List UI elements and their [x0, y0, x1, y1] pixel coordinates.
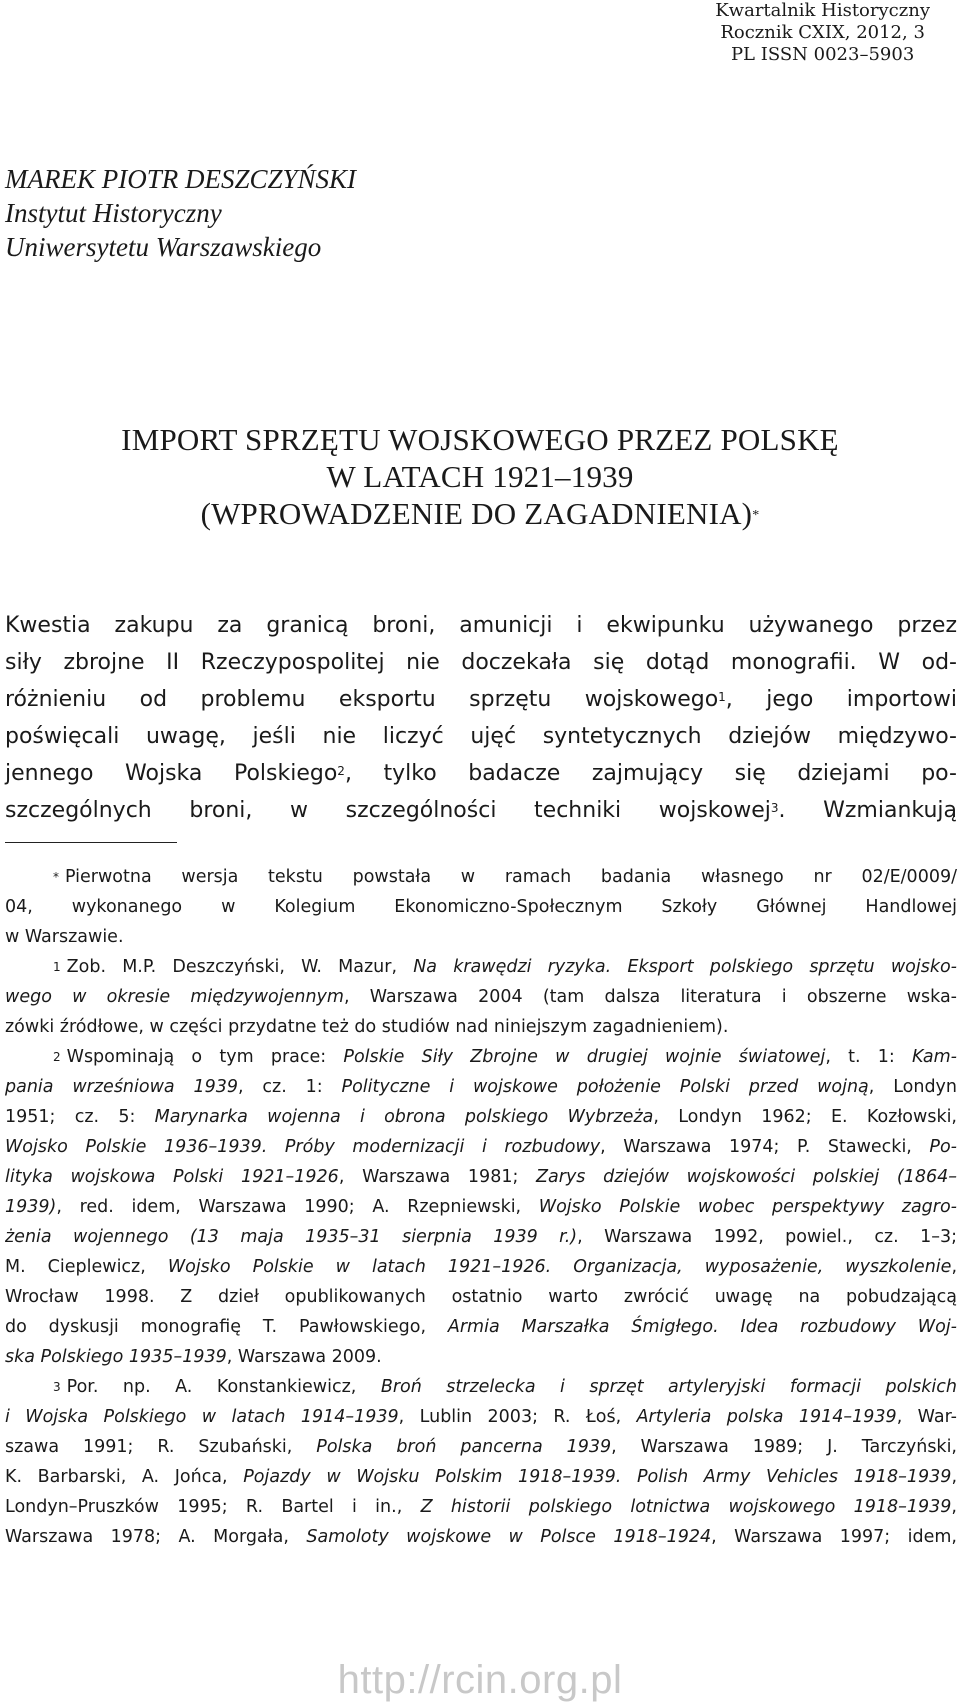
- footnote-line: [5, 1522, 957, 1552]
- footnote-text: , Londyn 1962; E. Kozłowski,: [653, 1107, 957, 1127]
- footnote-3-mark: 3: [53, 1380, 61, 1394]
- body-line: [5, 792, 957, 829]
- author-name: MAREK PIOTR DESZCZYŃSKI: [5, 164, 357, 194]
- footnote-text: Por. np. A. Konstankiewicz,: [66, 1377, 381, 1397]
- footnote-italic: Broń strzelecka i sprzęt artyleryjski formacji polskich: [380, 1377, 957, 1397]
- footnote-italic: Wojsko Polskie wobec perspektywy zagro-: [538, 1197, 957, 1217]
- footnote-text: , Warszawa 2004 (tam dalsza literatura i obszerne wska-: [343, 987, 957, 1007]
- footnote-italic: Armia Marszałka Śmigłego. Idea rozbudowy Woj-: [447, 1317, 957, 1337]
- footnote-text: , Warszawa 1981;: [338, 1167, 537, 1187]
- footnote-line: [5, 1102, 957, 1132]
- title-line-2: W LATACH 1921–1939: [326, 459, 634, 494]
- footnote-text: , War-: [896, 1407, 957, 1427]
- footnote-line: [5, 1342, 957, 1372]
- footnote-line: 04, wykonanego w Kolegium Ekonomiczno-Społecznym Szkoły Głównej Handlowej: [5, 897, 957, 917]
- body-text: [5, 607, 957, 829]
- footnote-line: [5, 1072, 957, 1102]
- author-affiliation-line2: Uniwersytetu Warszawskiego: [5, 232, 322, 262]
- footnote-italic: Wojsko Polskie w latach 1921–1926. Organizacja, wyposażenie, wyszkolenie: [167, 1257, 952, 1277]
- footnote-italic: Wojsko Polskie 1936–1939. Próby modernizacji i rozbudowy: [5, 1137, 601, 1157]
- footnote-italic: Marynarka wojenna i obrona polskiego Wybrzeża: [154, 1107, 654, 1127]
- footnote-text: , red. idem, Warszawa 1990; A. Rzepniewski,: [56, 1197, 539, 1217]
- footnote-italic: Z historii polskiego lotnictwa wojskowego 1918–1939: [420, 1497, 952, 1517]
- title-line-1: IMPORT SPRZĘTU WOJSKOWEGO PRZEZ POLSKĘ: [121, 422, 839, 457]
- article-title: [0, 421, 960, 532]
- footnote-text: , Warszawa 1992, powiel., cz. 1–3;: [577, 1227, 958, 1247]
- footnote-text: do dyskusji monografię T. Pawłowskiego,: [5, 1317, 448, 1337]
- body-line: [5, 755, 957, 792]
- footnote-text: , Warszawa 2009.: [226, 1347, 382, 1367]
- author-affiliation-line1: Instytut Historyczny: [5, 198, 222, 228]
- author-block: [5, 162, 356, 264]
- footnote-italic: lityka wojskowa Polski 1921–1926: [5, 1167, 339, 1187]
- footnote-text: M. Cieplewicz,: [5, 1257, 168, 1277]
- body-line: poświęcali uwagę, jeśli nie liczyć ujęć syntetycznych dziejów międzywo-: [5, 724, 957, 749]
- footnote-italic: Po-: [929, 1137, 957, 1157]
- footnote-line: w Warszawie.: [5, 927, 124, 947]
- journal-issn: PL ISSN 0023–5903: [730, 44, 915, 65]
- footnote-1-line: [5, 952, 957, 982]
- footnote-italic: żenia wojennego (13 maja 1935–31 sierpnia 1939 r.): [5, 1227, 578, 1247]
- footnotes: [5, 862, 957, 1552]
- footnote-line: [5, 1252, 957, 1282]
- footnote-text: ,: [951, 1467, 958, 1487]
- footnote-star-mark: *: [53, 870, 59, 884]
- body-text-run: jennego Wojska Polskiego: [5, 761, 338, 786]
- footnote-text: szawa 1991; R. Szubański,: [5, 1437, 317, 1457]
- footnote-ref-1: 1: [718, 690, 726, 704]
- footnote-italic: Polska broń pancerna 1939: [316, 1437, 612, 1457]
- body-line: Kwestia zakupu za granicą broni, amunicji i ekwipunku używanego przez: [5, 613, 957, 638]
- footnote-2-line: [5, 1042, 957, 1072]
- footnote-text: 1951; cz. 5:: [5, 1107, 155, 1127]
- footnote-italic: ska Polskiego 1935–1939: [5, 1347, 227, 1367]
- footnote-1-mark: 1: [53, 960, 61, 974]
- footnote-text: , Warszawa 1974; P. Stawecki,: [600, 1137, 930, 1157]
- journal-header: [715, 0, 930, 66]
- footnote-italic: 1939): [5, 1197, 57, 1217]
- body-text-run: . Wzmiankują: [778, 798, 958, 823]
- footnote-italic: Pojazdy w Wojsku Polskim 1918–1939. Polish Army Vehicles 1918–1939: [243, 1467, 952, 1487]
- footnote-line: [5, 1492, 957, 1522]
- body-text-run: różnieniu od problemu eksportu sprzętu wojskowego: [5, 687, 719, 712]
- footnote-text: , Warszawa 1989; J. Tarczyński,: [611, 1437, 957, 1457]
- body-text-run: , tylko badacze zajmujący się dziejami po-: [344, 761, 957, 786]
- footnote-line: Wrocław 1998. Z dzieł opublikowanych ostatnio warto zwrócić uwagę na pobudzającą: [5, 1287, 957, 1307]
- footnote-italic: Kam-: [912, 1047, 957, 1067]
- footnote-text: , Warszawa 1997; idem,: [711, 1527, 957, 1547]
- footnote-text: Warszawa 1978; A. Morgała,: [5, 1527, 307, 1547]
- footnote-separator: [5, 842, 177, 843]
- footnote-line: [5, 1312, 957, 1342]
- body-text-run: szczególnych broni, w szczególności techniki wojskowej: [5, 798, 771, 823]
- footnote-text: ,: [951, 1497, 957, 1517]
- footnote-italic: pania wrześniowa 1939: [5, 1077, 239, 1097]
- footnote-text: Zob. M.P. Deszczyński, W. Mazur,: [66, 957, 414, 977]
- footnote-italic: i Wojska Polskiego w latach 1914–1939: [5, 1407, 399, 1427]
- footnote-line: [5, 1432, 957, 1462]
- footnote-ref-3: 3: [770, 801, 779, 815]
- footnote-italic: wego w okresie międzywojennym: [5, 987, 344, 1007]
- journal-volume: Rocznik CXIX, 2012, 3: [720, 22, 925, 43]
- footnote-text: , t. 1:: [825, 1047, 913, 1067]
- title-footnote-mark: *: [752, 508, 760, 523]
- footnote-text: Pierwotna wersja tekstu powstała w ramach badania własnego nr 02/E/0009/: [65, 867, 957, 887]
- footnote-line: zówki źródłowe, w części przydatne też do studiów nad niniejszym zagadnieniem).: [5, 1017, 729, 1037]
- body-line: [5, 681, 957, 718]
- footnote-italic: Polityczne i wojskowe położenie Polski przed wojną: [341, 1077, 869, 1097]
- footnote-line: [5, 1402, 957, 1432]
- footnote-2-mark: 2: [53, 1050, 61, 1064]
- footnote-italic: Na krawędzi ryzyka. Eksport polskiego sprzętu wojsko-: [413, 957, 957, 977]
- footnote-text: Londyn–Pruszków 1995; R. Bartel i in.,: [5, 1497, 421, 1517]
- footnote-line: [5, 1162, 957, 1192]
- journal-name: Kwartalnik Historyczny: [715, 0, 930, 21]
- footnote-line: [5, 1462, 957, 1492]
- footnote-ref-2: 2: [337, 764, 345, 778]
- footnote-text: , Lublin 2003; R. Łoś,: [398, 1407, 637, 1427]
- footnote-text: , Londyn: [868, 1077, 958, 1097]
- footnote-line: [5, 1132, 957, 1162]
- body-text-run: , jego importowi: [725, 687, 957, 712]
- title-line-3: [0, 495, 960, 532]
- body-line: siły zbrojne II Rzeczypospolitej nie doczekała się dotąd monografii. W od-: [5, 650, 957, 675]
- footnote-text: ,: [951, 1257, 958, 1277]
- footnote-italic: Polskie Siły Zbrojne w drugiej wojnie światowej: [343, 1047, 826, 1067]
- footnote-star-line: [5, 862, 957, 892]
- footnote-line: [5, 1192, 957, 1222]
- footnote-line: [5, 982, 957, 1012]
- footnote-italic: Samoloty wojskowe w Polsce 1918–1924: [306, 1527, 712, 1547]
- footnote-text: K. Barbarski, A. Jońca,: [5, 1467, 244, 1487]
- footnote-italic: Artyleria polska 1914–1939: [636, 1407, 897, 1427]
- footnote-text: Wspominają o tym prace:: [66, 1047, 344, 1067]
- title-line-3-text: (WPROWADZENIE DO ZAGADNIENIA): [200, 496, 753, 531]
- footnote-line: [5, 1222, 957, 1252]
- footnote-3-line: [5, 1372, 957, 1402]
- footnote-text: , cz. 1:: [238, 1077, 342, 1097]
- watermark-url: http://rcin.org.pl: [337, 1658, 623, 1702]
- footnote-italic: Zarys dziejów wojskowości polskiej (1864–: [536, 1167, 957, 1187]
